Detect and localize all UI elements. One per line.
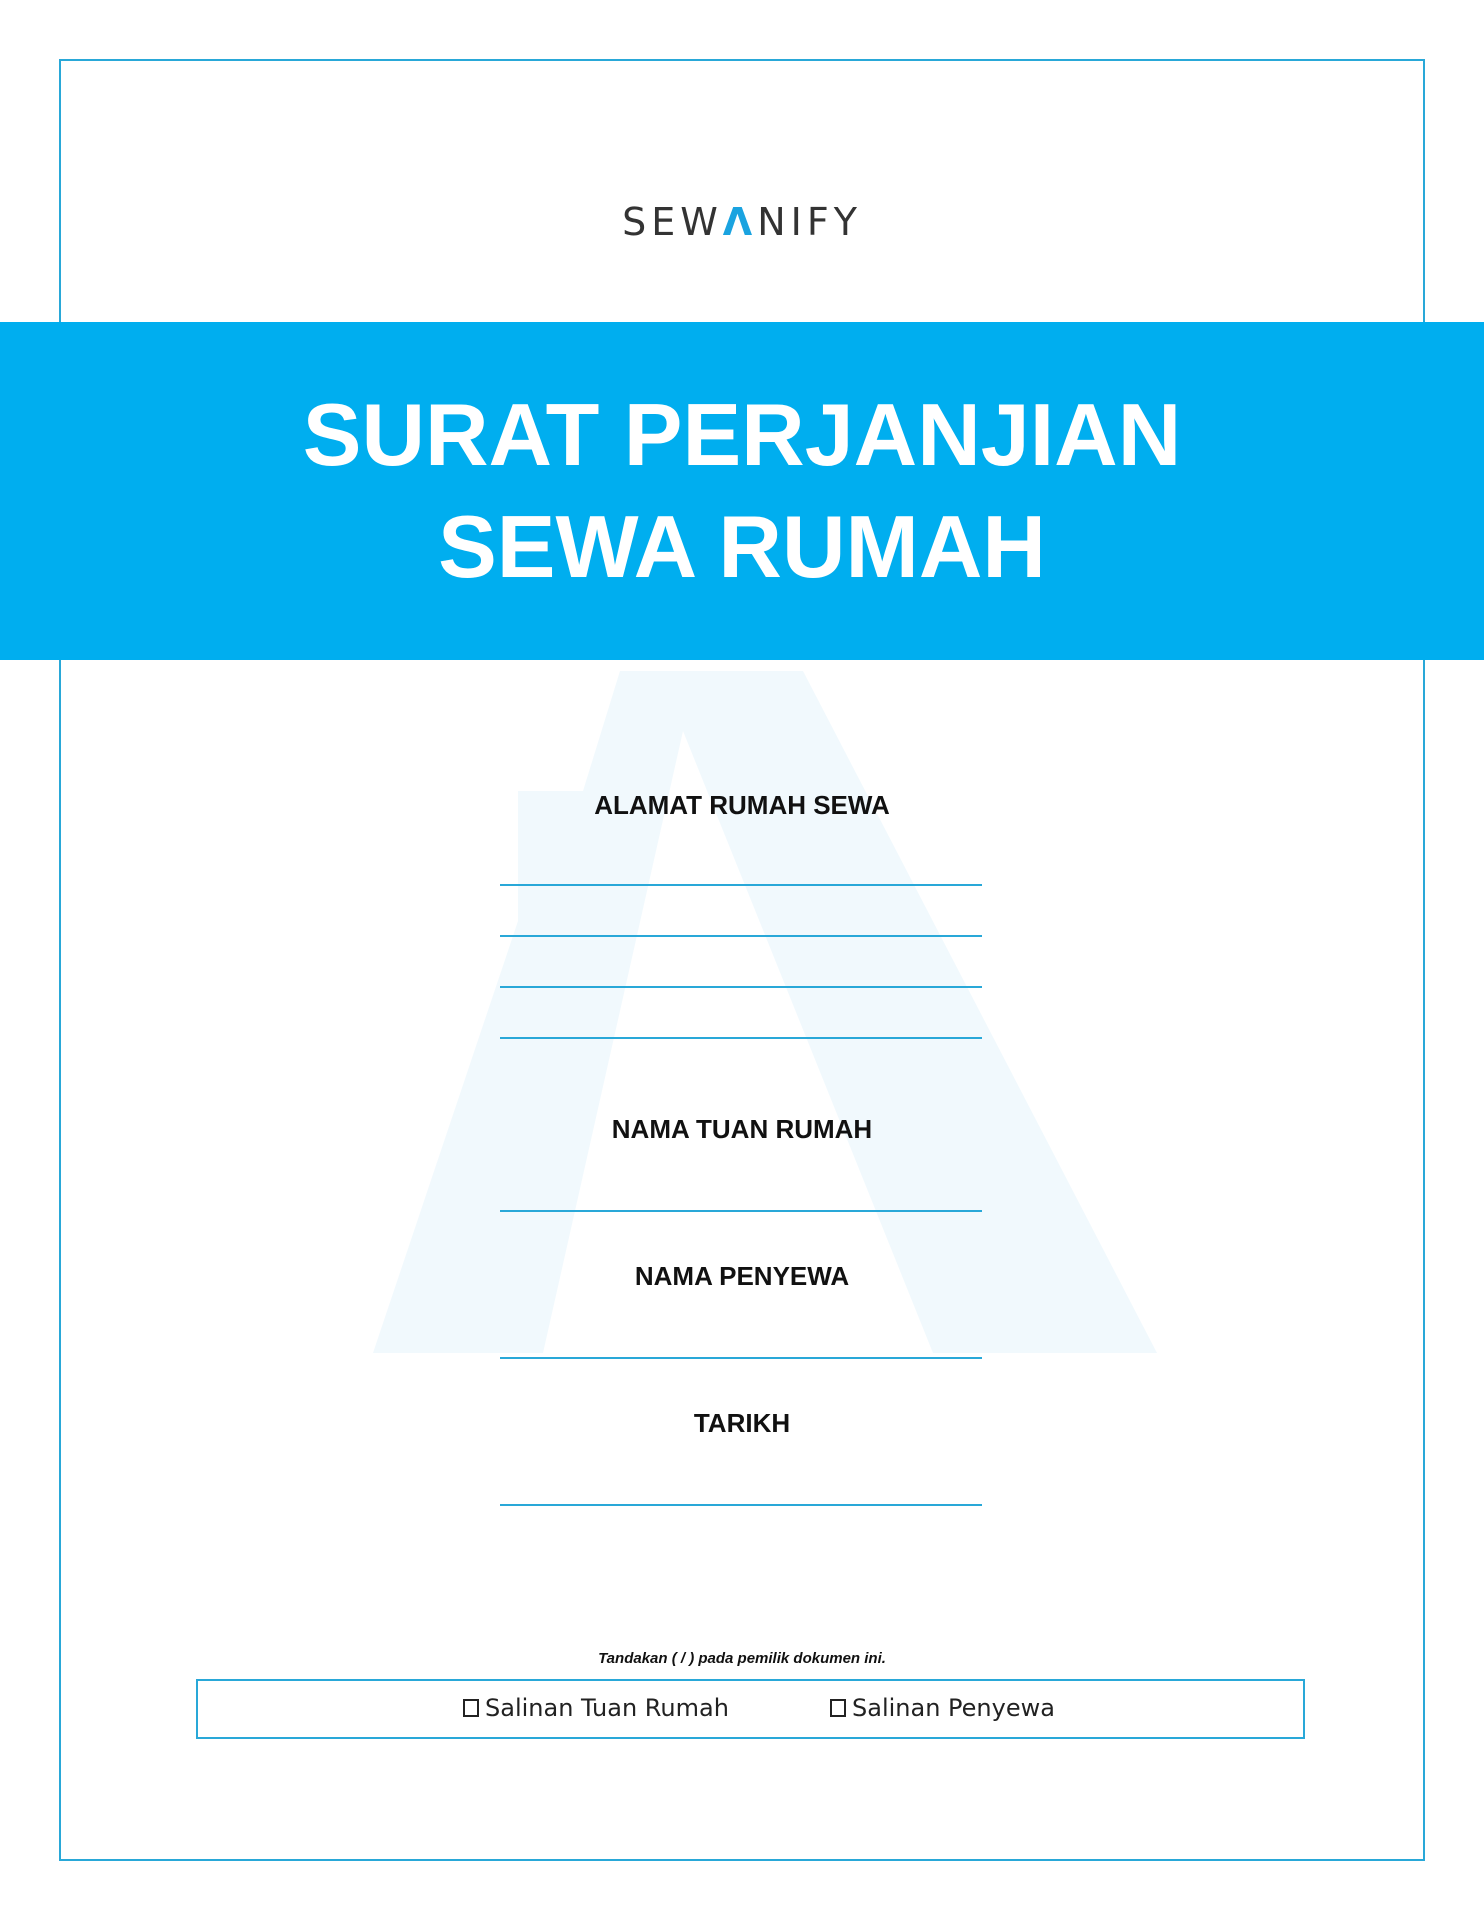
- option-landlord-copy[interactable]: [463, 1694, 729, 1722]
- checkbox-icon[interactable]: [463, 1699, 479, 1717]
- title-banner: [0, 322, 1484, 660]
- copy-owner-box: [196, 1679, 1305, 1739]
- option-tenant-copy[interactable]: [830, 1694, 1055, 1722]
- logo-text: SEW: [622, 200, 723, 244]
- logo-mark-icon: Λ: [722, 200, 758, 244]
- address-line-1[interactable]: [500, 884, 982, 886]
- title-line-2: SEWA RUMAH: [438, 497, 1046, 596]
- instruction-note: Tandakan ( / ) pada pemilik dokumen ini.: [598, 1650, 886, 1667]
- checkbox-icon[interactable]: [830, 1699, 846, 1717]
- address-line-3[interactable]: [500, 986, 982, 988]
- address-line-2[interactable]: [500, 935, 982, 937]
- date-line[interactable]: [500, 1504, 982, 1506]
- address-label: ALAMAT RUMAH SEWA: [594, 790, 890, 820]
- logo-text: NIFY: [757, 200, 862, 244]
- date-label: TARIKH: [693, 1408, 791, 1438]
- landlord-line[interactable]: [500, 1210, 982, 1212]
- title-line-1: SURAT PERJANJIAN: [302, 385, 1182, 484]
- brand-logo: [0, 200, 1484, 244]
- watermark-logo-icon: [373, 671, 1157, 1353]
- tenant-line[interactable]: [500, 1357, 982, 1359]
- tenant-label: NAMA PENYEWA: [634, 1261, 850, 1291]
- address-line-4[interactable]: [500, 1037, 982, 1039]
- option-label: Salinan Penyewa: [852, 1694, 1055, 1722]
- option-label: Salinan Tuan Rumah: [485, 1694, 729, 1722]
- landlord-label: NAMA TUAN RUMAH: [611, 1114, 873, 1144]
